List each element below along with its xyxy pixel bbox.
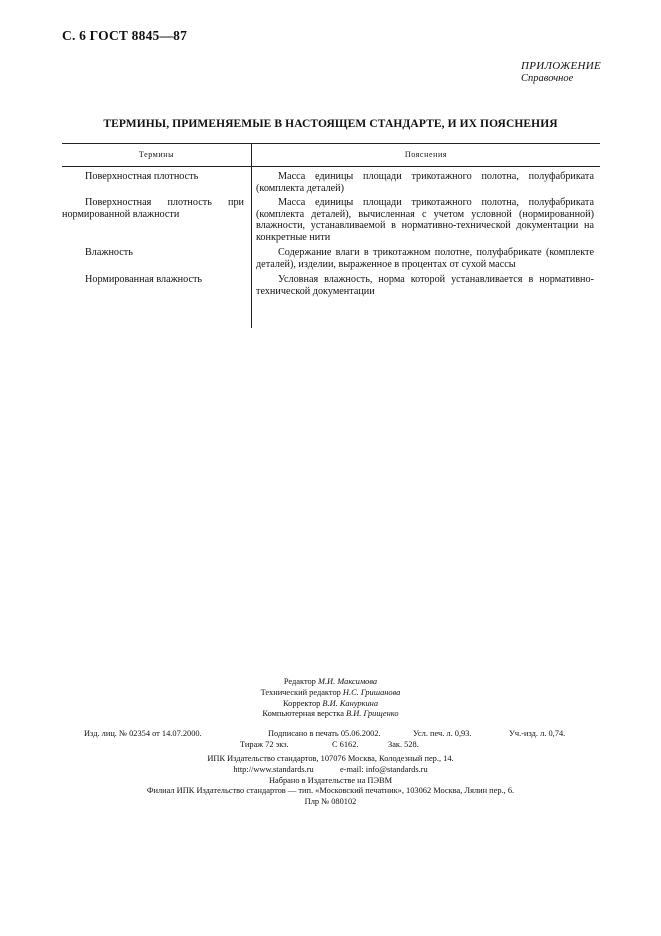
- table-row-term: Поверхностная плотность при нормированной влажности: [62, 197, 244, 220]
- publication-license: Изд. лиц. № 02354 от 14.07.2000.: [84, 729, 202, 738]
- table-row-term: Нормированная влажность: [85, 274, 203, 285]
- publication-print-sheets: Усл. печ. л. 0,93.: [413, 729, 472, 738]
- table-row-explanation: Масса единицы площади трикотажного полотна, полуфабриката (комплекта деталей): [256, 171, 594, 194]
- table-row-term: Поверхностная плотность: [85, 171, 199, 182]
- page-header: С. 6 ГОСТ 8845—87: [62, 28, 188, 43]
- table-top-rule: [62, 143, 600, 144]
- table-header-terms: Термины: [138, 150, 175, 159]
- credit-tech-editor: Технический редактор Н.С. Гришанова: [260, 687, 401, 697]
- credits-block: [0, 677, 661, 720]
- credit-proofreader: Корректор В.И. Кануркина: [282, 698, 379, 708]
- imprint-email: e-mail: info@standards.ru: [339, 764, 428, 774]
- imprint-block: [0, 754, 661, 808]
- appendix-label: [521, 60, 601, 84]
- imprint-website: http://www.standards.ru: [233, 764, 314, 774]
- imprint-line-plr: Плр № 080102: [304, 797, 357, 807]
- publication-order-c: С 6162.: [332, 740, 359, 749]
- table-row-explanation: Содержание влаги в трикотажном полотне, полуфабрикате (комплекте деталей), изделии, выраженное в процентах от сухой массы: [256, 247, 594, 270]
- table-header-rule: [62, 166, 600, 167]
- credit-editor: Редактор М.И. Максимова: [283, 677, 378, 686]
- imprint-line-branch: Филиал ИПК Издательство стандартов — тип. «Московский печатник», 103062 Москва, Лялин пер., 6.: [146, 786, 515, 796]
- table-column-divider: [251, 143, 252, 328]
- appendix-title: ПРИЛОЖЕНИЕ: [521, 60, 601, 72]
- credit-layout: Компьютерная верстка В.И. Грищенко: [262, 709, 399, 719]
- publication-pub-sheets: Уч.-изд. л. 0,74.: [509, 729, 566, 738]
- table-header-explanations: Пояснения: [404, 150, 448, 159]
- table-row-explanation: Условная влажность, норма которой устанавливается в нормативно-технической документации: [256, 274, 594, 297]
- imprint-line-publisher: ИПК Издательство стандартов, 107076 Москва, Колодезный пер., 14.: [207, 754, 454, 763]
- imprint-line-typeset: Набрано в Издательстве на ПЭВМ: [268, 775, 393, 785]
- publication-order-no: Зак. 528.: [388, 740, 419, 749]
- publication-signed: Подписано в печать 05.06.2002.: [268, 729, 381, 738]
- imprint-line-contacts: [0, 765, 661, 776]
- table-row-term: Влажность: [85, 247, 133, 258]
- table-row-explanation: Масса единицы площади трикотажного полотна, полуфабриката (комплекта деталей), вычисленная с учетом условной (нормированной) влажности, устанавливаемой в нормативно-технической документации на конкретные нити: [256, 197, 594, 243]
- section-title: ТЕРМИНЫ, ПРИМЕНЯЕМЫЕ В НАСТОЯЩЕМ СТАНДАРТЕ, И ИХ ПОЯСНЕНИЯ: [103, 118, 558, 130]
- publication-circulation: Тираж 72 экз.: [240, 740, 289, 749]
- appendix-type: Справочное: [521, 73, 574, 84]
